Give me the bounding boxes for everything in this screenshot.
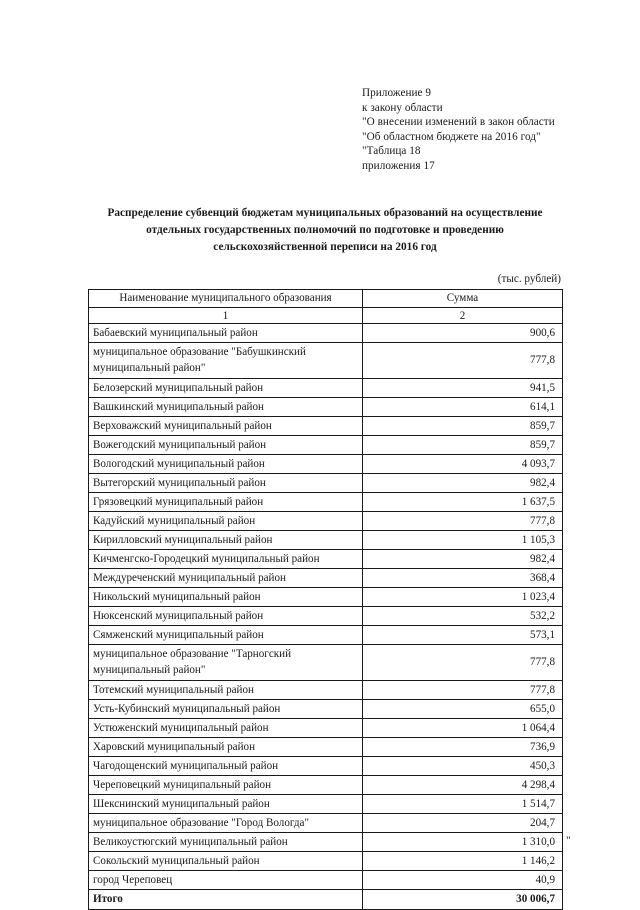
municipality-name-cell: Кичменгско-Городецкий муниципальный район <box>89 550 363 569</box>
table-row <box>89 871 563 890</box>
amount-cell: 1 023,4 <box>363 588 563 607</box>
units-caption: (тыс. рублей) <box>497 273 561 285</box>
amount-cell: 982,4 <box>363 550 563 569</box>
municipality-name-cell: Тотемский муниципальный район <box>89 681 363 700</box>
document-reference-block <box>362 86 632 174</box>
total-label-cell: Итого <box>89 890 363 910</box>
table-row <box>89 776 563 795</box>
table-row <box>89 700 563 719</box>
municipality-name-cell: Сямженский муниципальный район <box>89 626 363 645</box>
table-row <box>89 398 563 417</box>
subvention-table <box>88 289 563 910</box>
municipality-name-cell: Вашкинский муниципальный район <box>89 398 363 417</box>
amount-cell: 655,0 <box>363 700 563 719</box>
municipality-name-cell: Верховажский муниципальный район <box>89 417 363 436</box>
amount-cell: 777,8 <box>363 343 563 379</box>
table-row <box>89 681 563 700</box>
amount-cell: 736,9 <box>363 738 563 757</box>
amount-cell: 1 146,2 <box>363 852 563 871</box>
amount-cell: 4 093,7 <box>363 455 563 474</box>
trailing-quote-mark: " <box>566 835 571 847</box>
municipality-name-cell: Кадуйский муниципальный район <box>89 512 363 531</box>
table-column-number-row <box>89 308 563 324</box>
municipality-name-cell: Харовский муниципальный район <box>89 738 363 757</box>
amount-cell: 1 105,3 <box>363 531 563 550</box>
municipality-name-cell: Череповецкий муниципальный район <box>89 776 363 795</box>
column-number-sum: 2 <box>363 308 563 324</box>
page-title-line: Распределение субвенций бюджетам муниципальных образований на осуществление <box>107 207 543 219</box>
table-row <box>89 645 563 681</box>
table-row <box>89 550 563 569</box>
table-row <box>89 719 563 738</box>
amount-cell: 900,6 <box>363 324 563 343</box>
amount-cell: 777,8 <box>363 512 563 531</box>
page-title-line: сельскохозяйственной переписи на 2016 год <box>213 241 437 253</box>
reference-line: к закону области <box>362 101 443 114</box>
table-row <box>89 852 563 871</box>
amount-cell: 1 514,7 <box>363 795 563 814</box>
municipality-name-cell: Чагодощенский муниципальный район <box>89 757 363 776</box>
column-header-name: Наименование муниципального образования <box>89 290 363 308</box>
table-row <box>89 474 563 493</box>
table-row <box>89 588 563 607</box>
amount-cell: 573,1 <box>363 626 563 645</box>
table-total-row <box>89 890 563 910</box>
amount-cell: 982,4 <box>363 474 563 493</box>
municipality-name-cell: муниципальное образование "Бабушкинский муниципальный район" <box>89 343 363 379</box>
municipality-name-cell: Шекснинский муниципальный район <box>89 795 363 814</box>
subvention-table-wrapper <box>88 289 562 910</box>
municipality-name-cell: город Череповец <box>89 871 363 890</box>
amount-cell: 614,1 <box>363 398 563 417</box>
municipality-name-cell: Вытегорский муниципальный район <box>89 474 363 493</box>
municipality-name-cell: Великоустюгский муниципальный район <box>89 833 363 852</box>
table-row <box>89 455 563 474</box>
table-row <box>89 531 563 550</box>
amount-cell: 859,7 <box>363 436 563 455</box>
municipality-name-cell: Кирилловский муниципальный район <box>89 531 363 550</box>
table-row <box>89 833 563 852</box>
amount-cell: 40,9 <box>363 871 563 890</box>
reference-line: "Таблица 18 <box>362 145 421 158</box>
reference-line: приложения 17 <box>362 159 435 172</box>
table-row <box>89 436 563 455</box>
column-header-sum: Сумма <box>363 290 563 308</box>
table-row <box>89 795 563 814</box>
table-row <box>89 512 563 531</box>
municipality-name-cell: Междуреченский муниципальный район <box>89 569 363 588</box>
amount-cell: 1 310,0 <box>363 833 563 852</box>
municipality-name-cell: Бабаевский муниципальный район <box>89 324 363 343</box>
municipality-name-cell: муниципальное образование "Тарногский муниципальный район" <box>89 645 363 681</box>
amount-cell: 4 298,4 <box>363 776 563 795</box>
amount-cell: 450,3 <box>363 757 563 776</box>
municipality-name-cell: Грязовецкий муниципальный район <box>89 493 363 512</box>
municipality-name-cell: Никольский муниципальный район <box>89 588 363 607</box>
reference-line: "Об областном бюджете на 2016 год" <box>362 130 541 143</box>
table-body <box>89 324 563 910</box>
table-row <box>89 343 563 379</box>
reference-line: Приложение 9 <box>362 87 432 99</box>
table-row <box>89 626 563 645</box>
amount-cell: 859,7 <box>363 417 563 436</box>
amount-cell: 941,5 <box>363 379 563 398</box>
amount-cell: 532,2 <box>363 607 563 626</box>
municipality-name-cell: Сокольский муниципальный район <box>89 852 363 871</box>
page-title <box>88 205 562 256</box>
municipality-name-cell: Белозерский муниципальный район <box>89 379 363 398</box>
reference-line: "О внесении изменений в закон области <box>362 116 555 129</box>
municipality-name-cell: Вологодский муниципальный район <box>89 455 363 474</box>
amount-cell: 1 064,4 <box>363 719 563 738</box>
amount-cell: 368,4 <box>363 569 563 588</box>
table-row <box>89 417 563 436</box>
municipality-name-cell: Усть-Кубинский муниципальный район <box>89 700 363 719</box>
municipality-name-cell: Вожегодский муниципальный район <box>89 436 363 455</box>
table-header-row <box>89 290 563 308</box>
table-row <box>89 493 563 512</box>
amount-cell: 777,8 <box>363 645 563 681</box>
total-amount-cell: 30 006,7 <box>363 890 563 910</box>
municipality-name-cell: муниципальное образование "Город Вологда" <box>89 814 363 833</box>
page-title-line: отдельных государственных полномочий по подготовке и проведению <box>146 224 504 236</box>
table-row <box>89 569 563 588</box>
table-row <box>89 738 563 757</box>
table-row <box>89 607 563 626</box>
table-row <box>89 757 563 776</box>
table-row <box>89 379 563 398</box>
column-number-name: 1 <box>89 308 363 324</box>
amount-cell: 777,8 <box>363 681 563 700</box>
municipality-name-cell: Устюженский муниципальный район <box>89 719 363 738</box>
table-row <box>89 814 563 833</box>
table-row <box>89 324 563 343</box>
municipality-name-cell: Нюксенский муниципальный район <box>89 607 363 626</box>
amount-cell: 204,7 <box>363 814 563 833</box>
amount-cell: 1 637,5 <box>363 493 563 512</box>
